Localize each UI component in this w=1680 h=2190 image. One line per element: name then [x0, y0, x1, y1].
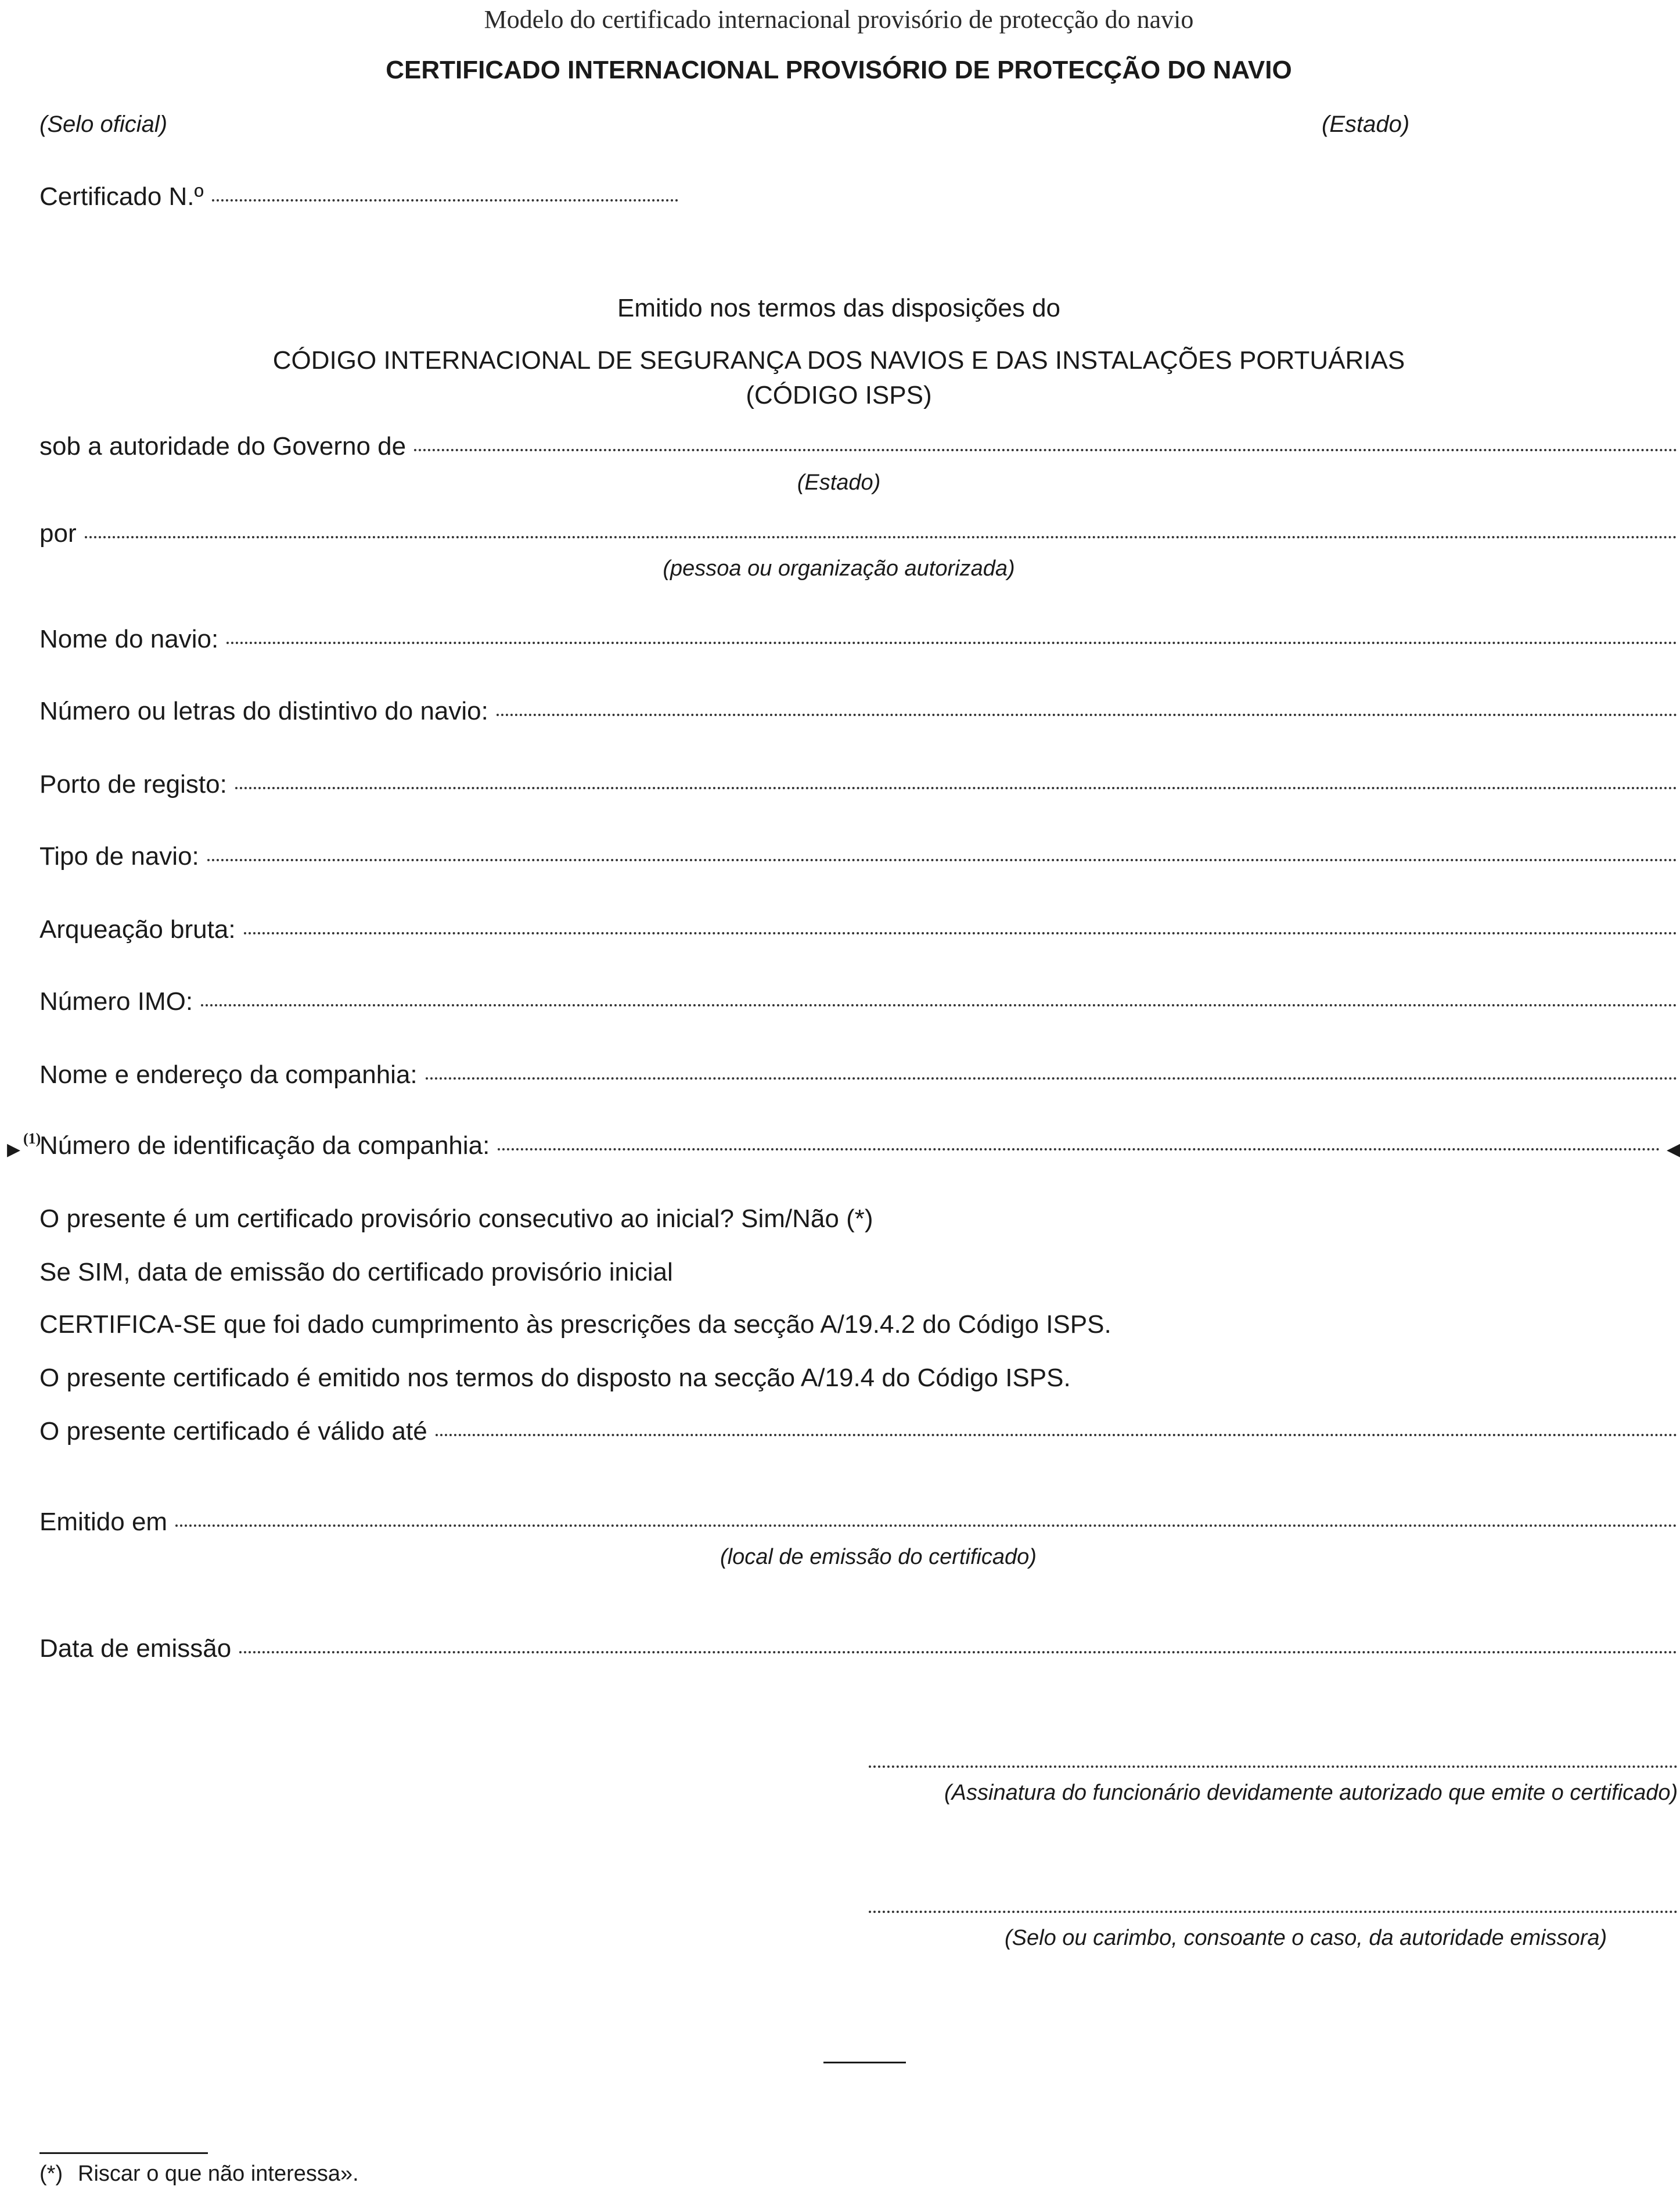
signature-caption: (Assinatura do funcionário devidamente autorizado que emite o certificado)	[944, 1781, 1678, 1805]
issue-date-label: Data de emissão	[39, 1634, 232, 1663]
company-label: Nome e endereço da companhia:	[39, 1060, 418, 1089]
certificate-number-dots	[212, 199, 678, 202]
issue-date-dots	[239, 1651, 1678, 1653]
port-label: Porto de registo:	[39, 770, 227, 799]
authority-caption: (Estado)	[797, 470, 881, 495]
center-rule	[823, 2062, 906, 2063]
ship-type-field[interactable]	[39, 842, 1678, 871]
footnote-mark: (*)	[39, 2162, 63, 2186]
distinctive-dots	[497, 714, 1678, 716]
tonnage-label: Arqueação bruta:	[39, 915, 236, 944]
valid-until-dots	[436, 1434, 1678, 1436]
certifies-statement: CERTIFICA-SE que foi dado cumprimento às prescrições da secção A/19.4.2 do Código ISPS.	[39, 1310, 1111, 1339]
issued-under: Emitido nos termos das disposições do	[617, 294, 1061, 322]
authority-label: sob a autoridade do Governo de	[39, 432, 406, 461]
issued-at-dots	[175, 1524, 1678, 1527]
certificate-number-label: Certificado N.º	[39, 182, 204, 211]
issued-at-caption: (local de emissão do certificado)	[720, 1545, 1037, 1569]
imo-dots	[201, 1004, 1678, 1006]
company-id-dots	[498, 1148, 1660, 1150]
stamp-line[interactable]	[869, 1911, 1678, 1913]
issue-date-field[interactable]	[39, 1634, 1678, 1663]
valid-until-label: O presente certificado é válido até	[39, 1417, 427, 1445]
imo-field[interactable]	[39, 987, 1678, 1016]
company-id-field[interactable]	[39, 1131, 1660, 1160]
issued-at-field[interactable]	[39, 1508, 1678, 1537]
state-label: (Estado)	[1322, 112, 1410, 137]
tonnage-field[interactable]	[39, 915, 1678, 944]
by-dots	[85, 536, 1678, 538]
code-line-2: (CÓDIGO ISPS)	[746, 381, 932, 409]
certificate-number-field[interactable]	[39, 182, 678, 211]
company-id-marker: (1)	[23, 1130, 41, 1147]
ship-name-dots	[226, 642, 1678, 644]
authority-field[interactable]	[39, 432, 1678, 461]
by-label: por	[39, 519, 77, 548]
issued-at-label: Emitido em	[39, 1508, 168, 1536]
code-line-1: CÓDIGO INTERNACIONAL DE SEGURANÇA DOS NAVIOS E DAS INSTALAÇÕES PORTUÁRIAS	[272, 346, 1405, 375]
footnote-rule	[39, 2152, 208, 2154]
company-field[interactable]	[39, 1060, 1678, 1089]
ship-type-dots	[207, 859, 1678, 861]
valid-until-field[interactable]	[39, 1417, 1678, 1446]
authority-dots	[414, 449, 1678, 451]
main-title: CERTIFICADO INTERNACIONAL PROVISÓRIO DE PROTECÇÃO DO NAVIO	[386, 56, 1292, 84]
signature-line[interactable]	[869, 1765, 1678, 1768]
company-id-label: Número de identificação da companhia:	[39, 1131, 490, 1160]
port-field[interactable]	[39, 770, 1678, 799]
footnote-text: Riscar o que não interessa».	[78, 2162, 359, 2186]
if-yes-line: Se SIM, data de emissão do certificado provisório inicial	[39, 1258, 673, 1286]
distinctive-label: Número ou letras do distintivo do navio:	[39, 697, 488, 725]
imo-label: Número IMO:	[39, 987, 193, 1016]
model-title: Modelo do certificado internacional provisório de protecção do navio	[484, 5, 1194, 34]
by-field[interactable]	[39, 519, 1678, 548]
seal-label: (Selo oficial)	[39, 112, 168, 137]
port-dots	[235, 787, 1678, 789]
company-dots	[426, 1077, 1678, 1080]
ship-name-label: Nome do navio:	[39, 625, 219, 653]
issued-per-statement: O presente certificado é emitido nos termos do disposto na secção A/19.4 do Código ISPS.	[39, 1364, 1071, 1392]
stamp-caption: (Selo ou carimbo, consoante o caso, da autoridade emissora)	[1005, 1926, 1607, 1950]
ship-type-label: Tipo de navio:	[39, 842, 199, 871]
tonnage-dots	[244, 932, 1678, 934]
amendment-start-arrow-icon: ▶	[7, 1140, 21, 1159]
distinctive-field[interactable]	[39, 697, 1678, 726]
ship-name-field[interactable]	[39, 625, 1678, 654]
consecutive-question: O presente é um certificado provisório consecutivo ao inicial? Sim/Não (*)	[39, 1204, 873, 1233]
amendment-end-arrow-icon: ◀	[1667, 1140, 1680, 1159]
by-caption: (pessoa ou organização autorizada)	[663, 556, 1015, 581]
